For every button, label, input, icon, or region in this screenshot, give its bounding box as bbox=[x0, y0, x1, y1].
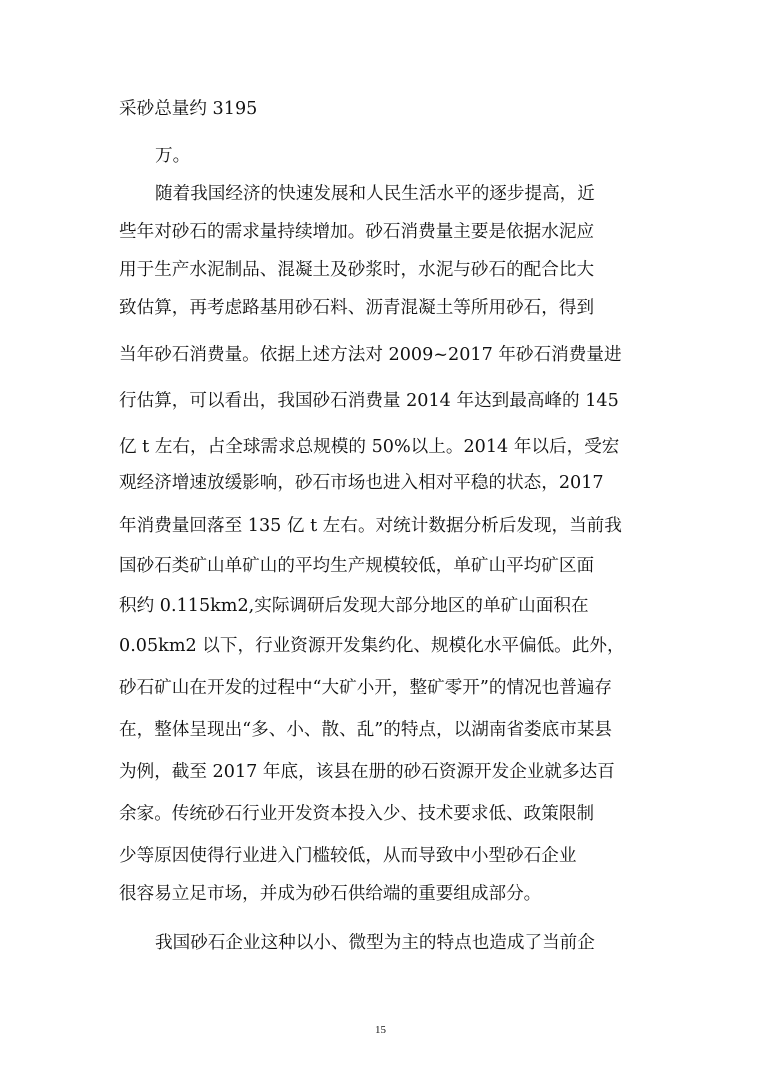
page-number: 15 bbox=[375, 1024, 386, 1036]
paragraph-line: 随着我国经济的快速发展和人民生活水平的逐步提高，近 bbox=[155, 184, 595, 204]
paragraph-line: 亿 t 左右，占全球需求总规模的 50%以上。2014 年以后，受宏 bbox=[119, 437, 620, 457]
paragraph-line: 国砂石类矿山单矿山的平均生产规模较低，单矿山平均矿区面 bbox=[119, 556, 595, 576]
paragraph-line: 万。 bbox=[155, 146, 191, 166]
paragraph-line: 很容易立足市场，并成为砂石供给端的重要组成部分。 bbox=[119, 884, 542, 904]
paragraph-line: 砂石矿山在开发的过程中“大矿小开，整矿零开”的情况也普遍存 bbox=[119, 678, 613, 698]
paragraph-line: 观经济增速放缓影响，砂石市场也进入相对平稳的状态，2017 bbox=[119, 473, 604, 493]
paragraph-line: 当年砂石消费量。依据上述方法对 2009~2017 年砂石消费量进 bbox=[119, 345, 622, 365]
paragraph-line: 些年对砂石的需求量持续增加。砂石消费量主要是依据水泥应 bbox=[119, 222, 595, 242]
paragraph-line: 致估算，再考虑路基用砂石料、沥青混凝土等所用砂石，得到 bbox=[119, 298, 595, 318]
paragraph-line: 在，整体呈现出“多、小、散、乱”的特点，以湖南省娄底市某县 bbox=[119, 720, 613, 740]
paragraph-line: 为例，截至 2017 年底，该县在册的砂石资源开发企业就多达百 bbox=[119, 762, 615, 782]
paragraph-line: 积约 0.115km2,实际调研后发现大部分地区的单矿山面积在 bbox=[119, 596, 589, 616]
paragraph-line: 行估算，可以看出，我国砂石消费量 2014 年达到最高峰的 145 bbox=[119, 391, 619, 411]
paragraph-line: 我国砂石企业这种以小、微型为主的特点也造成了当前企 bbox=[155, 933, 595, 953]
paragraph-line: 余家。传统砂石行业开发资本投入少、技术要求低、政策限制 bbox=[119, 804, 595, 824]
paragraph-line: 0.05km2 以下，行业资源开发集约化、规模化水平偏低。此外， bbox=[119, 636, 625, 656]
paragraph-line: 年消费量回落至 135 亿 t 左右。对统计数据分析后发现，当前我 bbox=[119, 516, 622, 536]
paragraph-line: 采砂总量约 3195 bbox=[119, 99, 258, 119]
paragraph-line: 少等原因使得行业进入门槛较低，从而导致中小型砂石企业 bbox=[119, 846, 577, 866]
paragraph-line: 用于生产水泥制品、混凝土及砂浆时，水泥与砂石的配合比大 bbox=[119, 260, 595, 280]
